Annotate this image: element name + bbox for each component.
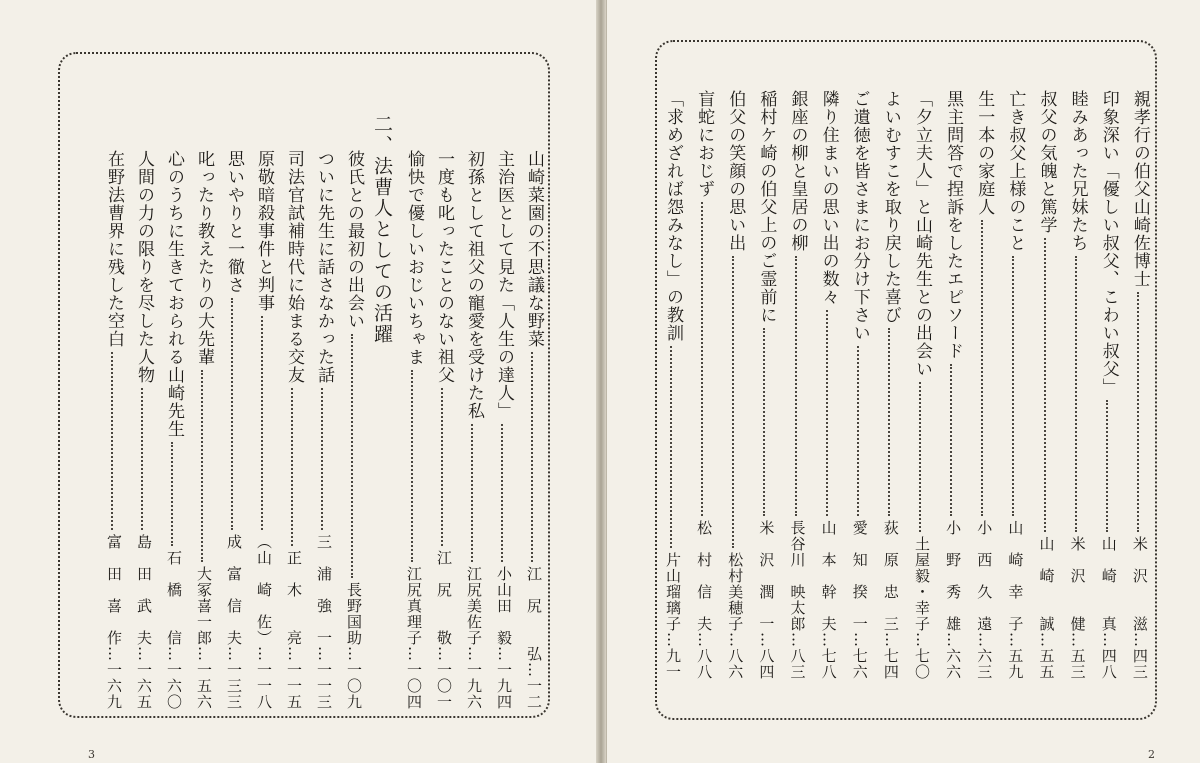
toc-entry-leader [441, 388, 445, 546]
toc-entry-title: 亡き叔父上様のこと [1005, 90, 1026, 252]
toc-entry-page: 一九六 [465, 662, 483, 710]
toc-entry-title: 思いやりと一徹さ [224, 150, 244, 294]
toc-entry-leader [981, 220, 985, 516]
toc-entry-author: 江 尻 弘 [525, 566, 543, 662]
toc-entry [875, 90, 906, 680]
toc-entry-dots: … [405, 646, 423, 662]
toc-entry-author-page [520, 566, 548, 710]
toc-entry [844, 90, 875, 680]
toc-entry-author-page [400, 566, 428, 710]
toc-entry-author-page [690, 520, 718, 680]
toc-entry-author-page [659, 552, 687, 680]
toc-entry-author: 成 富 信 夫 [225, 534, 243, 646]
toc-entry-page: 七四 [881, 648, 900, 680]
toc-entry-dots: … [757, 632, 776, 648]
toc-entry-leader [701, 202, 705, 516]
toc-entry-author: 松 村 信 夫 [695, 520, 714, 632]
toc-entry-leader [763, 328, 767, 516]
toc-entry-author: 小 西 久 遠 [975, 520, 994, 632]
toc-entry-dots: … [850, 632, 869, 648]
toc-entry [1062, 90, 1093, 680]
toc-entry [968, 90, 999, 680]
toc-entry [906, 90, 937, 680]
toc-entry-title: 銀座の柳と皇居の柳 [787, 90, 808, 252]
toc-entry-dots: … [1130, 632, 1149, 648]
toc-entry-author-page [908, 536, 936, 680]
toc-entry-title: 親孝行の伯父山崎佐博士 [1129, 90, 1150, 288]
toc-entry-author: 江尻美佐子 [465, 566, 483, 646]
toc-entry-dots: … [975, 632, 994, 648]
toc-entry-author-page [100, 534, 128, 710]
toc-entry-title: 叔父の気魄と篤学 [1036, 90, 1057, 234]
toc-entry-author: 荻 原 忠 三 [881, 520, 900, 632]
toc-entry [657, 90, 688, 680]
toc-entry-author-page [490, 566, 518, 710]
toc-entry-leader [1044, 238, 1048, 532]
toc-entry-dots: … [1006, 632, 1025, 648]
toc-entry-page: 八四 [757, 648, 776, 680]
toc-entry-page: 一一五 [285, 662, 303, 710]
toc-entry-leader [141, 388, 145, 530]
toc-entry-page: 一五六 [195, 662, 213, 710]
toc-entry-page: 五五 [1037, 648, 1056, 680]
toc-entry-page: 一二 [525, 678, 543, 710]
toc-entry-author: 小 野 秀 雄 [944, 520, 963, 632]
right-toc-entries [657, 42, 1155, 718]
toc-entry-author: 富 田 喜 作 [105, 534, 123, 646]
toc-entry-author-page [815, 520, 843, 680]
toc-entry [488, 150, 518, 710]
toc-entry [1124, 90, 1155, 680]
toc-entry-author: 三 浦 強 一 [315, 534, 333, 646]
toc-entry [128, 150, 158, 710]
toc-entry-author-page [1126, 536, 1154, 680]
toc-entry-page: 一六〇 [165, 662, 183, 710]
toc-entry-author: 山 崎 誠 [1037, 536, 1056, 632]
toc-entry-author: 松村美穂子 [726, 552, 745, 632]
toc-entry [1093, 90, 1124, 680]
toc-entry-page: 八八 [695, 648, 714, 680]
toc-entry-title: ご遺徳を皆さまにお分け下さい [849, 90, 870, 342]
toc-entry-author-page [130, 534, 158, 710]
right-page-border [655, 40, 1157, 720]
toc-entry-author: 山 崎 幸 子 [1006, 520, 1025, 632]
toc-entry [782, 90, 813, 680]
toc-entry [428, 150, 458, 710]
toc-entry-title: よいむすこを取り戻した喜び [880, 90, 901, 324]
toc-entry [398, 150, 428, 710]
toc-entry-page: 一〇四 [405, 662, 423, 710]
toc-entry-page: 八六 [726, 648, 745, 680]
toc-entry-author-page [250, 534, 278, 710]
left-page-number: 3 [88, 748, 95, 761]
toc-entry-dots: … [913, 632, 931, 648]
toc-entry-dots: … [285, 646, 303, 662]
toc-entry-leader [471, 424, 475, 562]
toc-entry-author: 土屋毅・幸子 [913, 536, 931, 632]
toc-entry-page: 六三 [975, 648, 994, 680]
toc-entry-dots: … [105, 646, 123, 662]
toc-entry-title: 「求めざれば怨みなし」の教訓 [663, 90, 683, 342]
toc-entry-leader [1075, 256, 1079, 532]
toc-entry-author-page [784, 520, 812, 680]
toc-entry-dots: … [255, 646, 273, 662]
toc-entry-title: 盲蛇におじず [694, 90, 715, 198]
toc-entry-page: 一九四 [495, 662, 513, 710]
toc-entry-leader [351, 334, 355, 578]
toc-entry-author-page [1001, 520, 1029, 680]
toc-entry-dots: … [225, 646, 243, 662]
toc-entry-page: 六六 [944, 648, 963, 680]
toc-entry-author: 長野国助 [345, 582, 363, 646]
toc-entry-leader [201, 370, 205, 562]
toc-entry-title: 心のうちに生きておられる山崎先生 [164, 150, 184, 438]
toc-entry-title: 司法官試補時代に始まる交友 [284, 150, 304, 384]
toc-entry-author-page [939, 520, 967, 680]
toc-entry [813, 90, 844, 680]
toc-entry-title: 印象深い「優しい叔父、こわい叔父」 [1098, 90, 1119, 396]
toc-entry-author: 愛 知 揆 一 [850, 520, 869, 632]
toc-entry-dots: … [465, 646, 483, 662]
toc-entry-title: 山崎菜園の不思議な野菜 [524, 150, 544, 348]
toc-entry [1031, 90, 1062, 680]
toc-entry [218, 150, 248, 710]
toc-entry-author-page [310, 534, 338, 710]
toc-entry-title: 伯父の笑顔の思い出 [725, 90, 746, 252]
toc-entry-leader [291, 388, 295, 546]
toc-entry-author: 正 木 亮 [285, 550, 303, 646]
toc-entry-leader [1012, 256, 1016, 516]
toc-entry-title: 叱ったり教えたりの大先輩 [194, 150, 214, 366]
toc-entry-page: 五三 [1068, 648, 1087, 680]
toc-entry-dots: … [495, 646, 513, 662]
toc-entry [188, 150, 218, 710]
toc-entry-author-page [1064, 536, 1092, 680]
toc-entry-page: 四三 [1130, 648, 1149, 680]
toc-entry-page: 一一三 [315, 662, 333, 710]
toc-entry-author: （山 崎 佐） [255, 534, 273, 646]
toc-entry-leader [795, 256, 799, 516]
toc-entry-dots: … [726, 632, 745, 648]
toc-entry-author: 島 田 武 夫 [135, 534, 153, 646]
toc-entry-leader [950, 364, 954, 516]
toc-entry-author: 米 沢 潤 一 [757, 520, 776, 632]
toc-entry-page: 一〇一 [435, 662, 453, 710]
left-toc-entries [60, 54, 548, 716]
toc-entry [278, 150, 308, 710]
toc-entry-author-page [190, 566, 218, 710]
toc-entry-title: 主治医として見た「人生の達人」 [494, 150, 514, 420]
toc-entry-leader [231, 298, 235, 530]
toc-entry [308, 150, 338, 710]
toc-entry-author-page [877, 520, 905, 680]
toc-entry-dots: … [525, 662, 543, 678]
section-heading [368, 54, 398, 614]
toc-entry-leader [531, 352, 535, 562]
toc-entry-leader [261, 316, 265, 530]
toc-entry-leader [111, 352, 115, 530]
toc-entry-title: 一度も叱ったことのない祖父 [434, 150, 454, 384]
toc-entry-author-page [970, 520, 998, 680]
toc-entry-author: 米 沢 滋 [1130, 536, 1149, 632]
toc-entry [248, 150, 278, 710]
toc-entry-leader [826, 310, 830, 516]
toc-entry-dots: … [315, 646, 333, 662]
right-page [606, 0, 1200, 763]
toc-entry [688, 90, 719, 680]
toc-entry-title: 愉快で優しいおじいちゃま [404, 150, 424, 366]
toc-entry-leader [171, 442, 175, 546]
toc-entry-dots: … [1037, 632, 1056, 648]
left-page-border [58, 52, 550, 718]
toc-entry-dots: … [1099, 632, 1118, 648]
left-page [0, 0, 597, 763]
toc-entry-author-page [220, 534, 248, 710]
toc-entry-author: 長谷川 映太郎 [788, 520, 807, 632]
toc-entry-page: 一〇九 [345, 662, 363, 710]
toc-entry-author: 山 本 幹 夫 [819, 520, 838, 632]
toc-entry-author: 小山田 毅 [495, 566, 513, 646]
toc-entry-dots: … [881, 632, 900, 648]
toc-entry-leader [321, 388, 325, 530]
toc-entry-author-page [1033, 536, 1061, 680]
toc-entry-title: 生一本の家庭人 [974, 90, 995, 216]
toc-entry-author-page [721, 552, 749, 680]
toc-entry [750, 90, 781, 680]
toc-entry-page: 七〇 [913, 648, 931, 680]
toc-entry-dots: … [195, 646, 213, 662]
toc-entry-author-page [752, 520, 780, 680]
toc-entry-page: 八三 [788, 648, 807, 680]
toc-entry-title: 黒主問答で捏訴をしたエピソード [943, 90, 964, 360]
book-gutter [596, 0, 606, 763]
toc-entry-page: 七八 [819, 648, 838, 680]
toc-entry-leader [857, 346, 861, 516]
toc-entry-page: 七六 [850, 648, 869, 680]
toc-entry-leader [919, 382, 923, 532]
toc-entry-author: 石 橋 信 [165, 550, 183, 646]
toc-entry-leader [670, 346, 674, 548]
toc-entry-dots: … [135, 646, 153, 662]
toc-entry [98, 150, 128, 710]
toc-entry-title: 「夕立夫人」と山崎先生との出会い [912, 90, 932, 378]
right-page-number: 2 [1148, 748, 1155, 761]
toc-entry-author-page [280, 550, 308, 710]
toc-entry-dots: … [944, 632, 963, 648]
toc-entry-dots: … [788, 632, 807, 648]
toc-entry-author-page [430, 550, 458, 710]
section-title: 二、法曹人としての活躍 [371, 114, 393, 345]
toc-entry [999, 90, 1030, 680]
toc-entry [458, 150, 488, 710]
toc-entry [518, 150, 548, 710]
toc-entry-title: 初孫として祖父の寵愛を受けた私 [464, 150, 484, 420]
toc-entry-page: 九一 [664, 648, 682, 680]
toc-entry-author-page [846, 520, 874, 680]
toc-entry-dots: … [435, 646, 453, 662]
toc-entry-title: 人間の力の限りを尽した人物 [134, 150, 154, 384]
toc-entry-leader [1137, 292, 1141, 532]
toc-entry-author: 米 沢 健 [1068, 536, 1087, 632]
toc-entry [937, 90, 968, 680]
toc-entry-dots: … [819, 632, 838, 648]
toc-entry-title: ついに先生に話さなかった話 [314, 150, 334, 384]
toc-entry-dots: … [664, 632, 682, 648]
toc-entry-leader [888, 328, 892, 516]
toc-entry-author: 山 崎 真 [1099, 536, 1118, 632]
toc-entry-page: 一一八 [255, 662, 273, 710]
toc-entry-page: 四八 [1099, 648, 1118, 680]
toc-entry-dots: … [695, 632, 714, 648]
toc-entry-leader [411, 370, 415, 562]
toc-entry-title: 隣り住まいの思い出の数々 [818, 90, 839, 306]
toc-entry [719, 90, 750, 680]
toc-entry-dots: … [1068, 632, 1087, 648]
toc-entry-author-page [1095, 536, 1123, 680]
toc-entry-page: 一三三 [225, 662, 243, 710]
toc-entry-title: 原敬暗殺事件と判事 [254, 150, 274, 312]
toc-entry-author-page [460, 566, 488, 710]
toc-entry-title: 在野法曹界に残した空白 [104, 150, 124, 348]
toc-entry-author: 大冢喜一郎 [195, 566, 213, 646]
toc-entry-author: 江尻真理子 [405, 566, 423, 646]
toc-entry-page: 一六五 [135, 662, 153, 710]
toc-entry-title: 稲村ケ崎の伯父上のご霊前に [756, 90, 777, 324]
toc-entry-dots: … [345, 646, 363, 662]
toc-entry [338, 150, 368, 710]
toc-entry-title: 睦みあった兄妹たち [1067, 90, 1088, 252]
toc-entry-leader [1106, 400, 1110, 532]
toc-entry-dots: … [165, 646, 183, 662]
toc-entry-page: 五九 [1006, 648, 1025, 680]
toc-entry-author-page [340, 582, 368, 710]
toc-entry [158, 150, 188, 710]
toc-entry-author-page [160, 550, 188, 710]
toc-entry-author: 江 尻 敬 [435, 550, 453, 646]
toc-entry-title: 彼氏との最初の出会い [344, 150, 364, 330]
toc-entry-leader [501, 424, 505, 562]
toc-entry-page: 一六九 [105, 662, 123, 710]
toc-entry-author: 片山瑠璃子 [664, 552, 682, 632]
toc-entry-leader [732, 256, 736, 548]
